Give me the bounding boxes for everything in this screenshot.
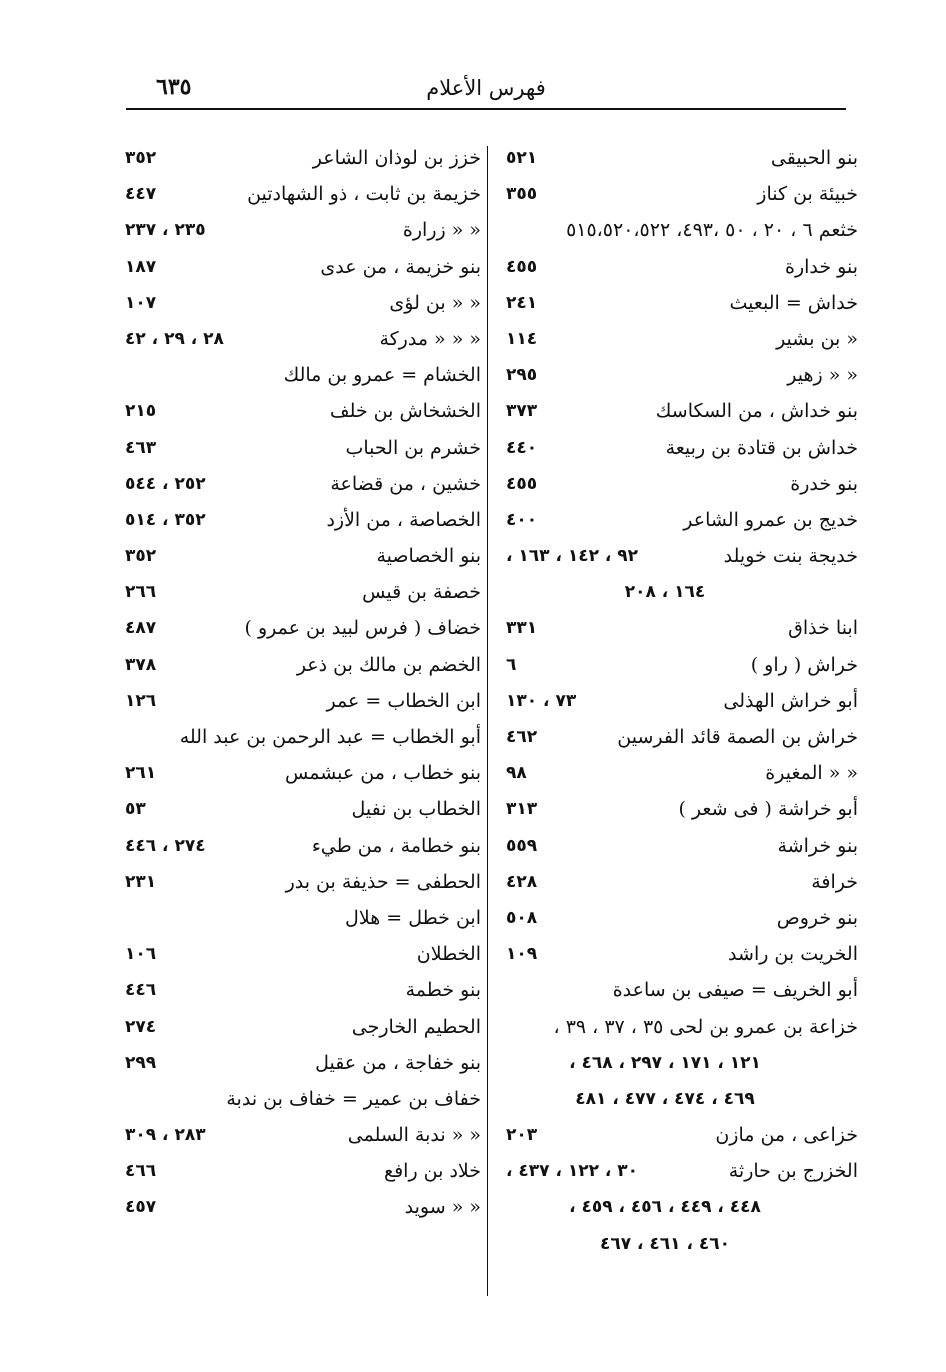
entry-name: خراش ( راو ) (750, 653, 858, 676)
entry-pages: ٤٢٨ (506, 871, 538, 892)
index-column-left (125, 140, 481, 1226)
entry-name: « « ندبة السلمى (347, 1124, 481, 1147)
entry-pages: ٤٦٣ (125, 437, 157, 458)
entry-name: الخطاب بن نفيل (351, 798, 481, 821)
entry-pages: ٤٥٧ (125, 1197, 157, 1218)
entry-name: خداش بن قتادة بن ربيعة (665, 436, 858, 459)
index-entry (506, 936, 858, 972)
entry-name: بنو خطمة (405, 979, 481, 1002)
entry-pages: ١٠٩ (506, 944, 538, 965)
entry-name: خرافة (811, 870, 858, 893)
entry-pages: ٥٢١ (506, 148, 538, 168)
index-entry (506, 719, 858, 755)
entry-name: الحطفى = حذيفة بن بدر (285, 870, 481, 893)
index-entry (506, 900, 858, 936)
entry-pages: ٤٥٥ (506, 473, 538, 494)
entry-name: خديج بن عمرو الشاعر (683, 508, 858, 531)
entry-pages: ٢٧٤ (125, 1016, 157, 1037)
index-entry (125, 393, 481, 429)
index-entry (506, 610, 858, 646)
entry-pages: ٤٤٠ (506, 437, 538, 458)
index-entry (125, 828, 481, 864)
index-entry (125, 791, 481, 827)
entry-pages: ١٠٧ (125, 292, 157, 313)
entry-pages: ٣١٣ (506, 799, 538, 820)
index-entry (506, 1045, 858, 1081)
index-entry (125, 719, 481, 755)
entry-pages: ٥٥٩ (506, 835, 538, 856)
entry-name: خلاد بن رافع (383, 1160, 481, 1183)
entry-pages: ٢٩٥ (506, 365, 538, 386)
entry-pages: ٢٦٦ (125, 582, 157, 603)
entry-name: بنو خفاجة ، من عقيل (315, 1051, 481, 1074)
entry-name: « « زرارة (402, 219, 481, 242)
entry-name: خزز بن لوذان الشاعر (312, 147, 481, 169)
entry-name: « بن بشير (776, 327, 858, 350)
entry-name: خثعم ٦ ، ٢٠ ، ٥٠ ،٤٩٣، ٥١٥،٥٢٠،٥٢٢ (566, 219, 858, 242)
index-entry (506, 538, 858, 574)
entry-name: خصفة بن قيس (362, 581, 481, 604)
entry-name: خزاعة بن عمرو بن لحى ٣٥ ، ٣٧ ، ٣٩ ، (553, 1015, 858, 1038)
index-entry (125, 1081, 481, 1117)
index-entry (125, 610, 481, 646)
entry-name: خراش بن الصمة قائد الفرسين (617, 726, 858, 748)
index-entry (506, 828, 858, 864)
entry-name: بنو الخصاصية (376, 545, 481, 568)
entry-name: خزيمة بن ثابت ، ذو الشهادتين (247, 183, 481, 206)
entry-pages: ٣٥٥ (506, 184, 538, 205)
index-entry (506, 176, 858, 212)
index-entry (125, 574, 481, 610)
entry-name: أبو الخريف = صيفى بن ساعدة (612, 979, 858, 1002)
entry-pages: ٢٨٣ ، ٣٠٩ (125, 1125, 206, 1146)
entry-pages: ٢٣١ (125, 871, 157, 892)
index-entry (125, 936, 481, 972)
index-entry (506, 683, 858, 719)
index-entry (506, 574, 858, 610)
entry-name: الخضم بن مالك بن ذعر (296, 653, 481, 676)
entry-pages: ٢١٥ (125, 401, 157, 422)
entry-pages: ٧٣ ، ١٣٠ (506, 690, 577, 711)
entry-name: خشرم بن الحباب (345, 436, 481, 459)
entry-pages: ٣٧٣ (506, 401, 538, 422)
index-entry (506, 140, 858, 176)
entry-pages: ١٠٦ (125, 944, 157, 965)
entry-name: بنو خدرة (790, 472, 858, 495)
index-column-right (506, 140, 858, 1262)
index-entry (125, 538, 481, 574)
index-entry (506, 321, 858, 357)
entry-name: أبو الخطاب = عبد الرحمن بن عبد الله (179, 726, 481, 748)
index-entry (125, 1009, 481, 1045)
entry-name: « « زهير (787, 364, 858, 387)
entry-pages: ٣٠ ، ١٢٢ ، ٤٣٧ ، (506, 1161, 639, 1182)
index-entry (125, 864, 481, 900)
index-entry (506, 791, 858, 827)
entry-name: خزاعى ، من مازن (715, 1124, 858, 1147)
entry-name: بنو الحبيقى (770, 147, 858, 169)
index-entry (125, 972, 481, 1008)
entry-pages: ١٢١ ، ١٧١ ، ٢٩٧ ، ٤٦٨ ، (569, 1052, 761, 1073)
index-entry (506, 1153, 858, 1189)
index-entry (125, 1189, 481, 1225)
entry-pages: ٤٥٥ (506, 256, 538, 277)
index-entry (506, 1117, 858, 1153)
index-entry (506, 1009, 858, 1045)
entry-name: الحطيم الخارجى (351, 1015, 481, 1038)
page-number: ٦٣٥ (156, 74, 192, 100)
entry-name: بنو خداش ، من السكاسك (655, 400, 858, 423)
index-entry (506, 285, 858, 321)
index-entry (506, 755, 858, 791)
entry-pages: ٤٠٠ (506, 509, 538, 530)
index-entry (506, 466, 858, 502)
entry-pages: ٢٣٥ ، ٢٣٧ (125, 220, 206, 241)
index-entry (506, 972, 858, 1008)
entry-pages: ٣٥٢ (125, 546, 157, 567)
index-entry (125, 466, 481, 502)
header-rule (126, 108, 846, 110)
entry-pages: ٤٨٧ (125, 618, 157, 639)
entry-pages: ٥٠٨ (506, 907, 538, 928)
entry-pages: ٢٤١ (506, 292, 538, 313)
index-entry (125, 249, 481, 285)
entry-pages: ٩٢ ، ١٤٢ ، ١٦٣ ، (506, 546, 639, 567)
entry-pages: ٢٦١ (125, 763, 157, 784)
index-entry (125, 1117, 481, 1153)
entry-name: الخشام = عمرو بن مالك (283, 364, 481, 387)
running-title: فهرس الأعلام (426, 76, 546, 100)
entry-name: خبيئة بن كناز (757, 183, 858, 206)
entry-pages: ٤٤٧ (125, 184, 157, 205)
entry-name: ابن الخطاب = عمر (326, 689, 481, 712)
entry-pages: ٤٤٨ ، ٤٤٩ ، ٤٥٦ ، ٤٥٩ ، (569, 1197, 761, 1218)
entry-pages: ١٢٦ (125, 690, 157, 711)
entry-name: خشين ، من قضاعة (330, 472, 481, 495)
entry-pages: ٦ (506, 654, 517, 675)
index-entry (506, 212, 858, 248)
index-entry (506, 393, 858, 429)
index-entry (125, 176, 481, 212)
entry-pages: ٢٥٢ ، ٥٤٤ (125, 473, 206, 494)
index-entry (125, 212, 481, 248)
index-entry (506, 864, 858, 900)
entry-name: خفاف بن عمير = خفاف بن ندبة (226, 1087, 481, 1110)
index-entry (125, 755, 481, 791)
entry-name: بنو خطامة ، من طيء (311, 834, 481, 857)
entry-pages: ٤٤٦ (125, 980, 157, 1001)
entry-name: بنو خزيمة ، من عدى (320, 255, 481, 278)
index-entry (506, 502, 858, 538)
entry-name: الخشخاش بن خلف (329, 400, 481, 423)
entry-name: خضاف ( فرس لبيد بن عمرو ) (244, 617, 481, 640)
entry-name: « « بن لؤى (389, 291, 481, 314)
entry-name: ابنا خذاق (788, 617, 858, 640)
entry-name: الخطلان (416, 943, 481, 966)
index-entry (125, 1045, 481, 1081)
index-entry (125, 321, 481, 357)
entry-pages: ٣٥٢ (125, 148, 157, 168)
index-entry (506, 1081, 858, 1117)
entry-name: بنو خدارة (784, 255, 858, 278)
index-entry (506, 1226, 858, 1262)
index-entry (506, 249, 858, 285)
entry-pages: ٢٨ ، ٢٩ ، ٤٢ (125, 328, 224, 349)
entry-name: أبو خراش الهذلى (723, 689, 858, 712)
entry-name: خديجة بنت خويلد (723, 545, 858, 568)
entry-pages: ١٦٤ ، ٢٠٨ (624, 582, 706, 603)
entry-pages: ١٨٧ (125, 256, 157, 277)
entry-pages: ٥٣ (125, 799, 146, 820)
index-entry (506, 430, 858, 466)
index-entry (506, 1189, 858, 1225)
entry-pages: ٤٦٦ (125, 1161, 157, 1182)
index-entry (125, 357, 481, 393)
entry-pages: ٩٨ (506, 763, 527, 784)
index-entry (125, 1153, 481, 1189)
index-entry (125, 647, 481, 683)
entry-pages: ٣٥٢ ، ٥١٤ (125, 509, 206, 530)
index-entry (506, 357, 858, 393)
entry-name: « « المغيرة (765, 762, 858, 785)
entry-pages: ٢٩٩ (125, 1052, 157, 1073)
entry-pages: ٤٦٩ ، ٤٧٤ ، ٤٧٧ ، ٤٨١ (575, 1088, 755, 1109)
entry-name: ابن خطل = هلال (345, 906, 481, 929)
index-entry (125, 140, 481, 176)
entry-pages: ٣٣١ (506, 618, 538, 639)
entry-name: بنو خراشة (777, 834, 858, 857)
index-entry (125, 900, 481, 936)
entry-pages: ١١٤ (506, 328, 538, 349)
index-entry (125, 683, 481, 719)
entry-name: الخصاصة ، من الأزد (326, 508, 481, 531)
entry-pages: ٢٠٣ (506, 1125, 538, 1146)
index-entry (506, 647, 858, 683)
entry-name: خداش = البعيث (729, 291, 858, 314)
entry-name: بنو خطاب ، من عبشمس (284, 762, 481, 785)
entry-pages: ٤٦٠ ، ٤٦١ ، ٤٦٧ (599, 1233, 730, 1254)
entry-name: « « « مدركة (379, 327, 481, 350)
entry-pages: ٢٧٤ ، ٤٤٦ (125, 835, 206, 856)
index-entry (125, 430, 481, 466)
entry-pages: ٤٦٢ (506, 727, 538, 747)
index-entry (125, 285, 481, 321)
entry-name: أبو خراشة ( فى شعر ) (678, 798, 858, 821)
column-divider (487, 146, 488, 1296)
entry-name: « « سويد (404, 1196, 481, 1219)
index-entry (125, 502, 481, 538)
entry-name: الخريت بن راشد (728, 943, 858, 966)
entry-name: بنو خروص (776, 906, 858, 929)
entry-name: الخزرج بن حارثة (728, 1160, 858, 1183)
page-header (126, 70, 846, 110)
entry-pages: ٣٧٨ (125, 654, 157, 675)
